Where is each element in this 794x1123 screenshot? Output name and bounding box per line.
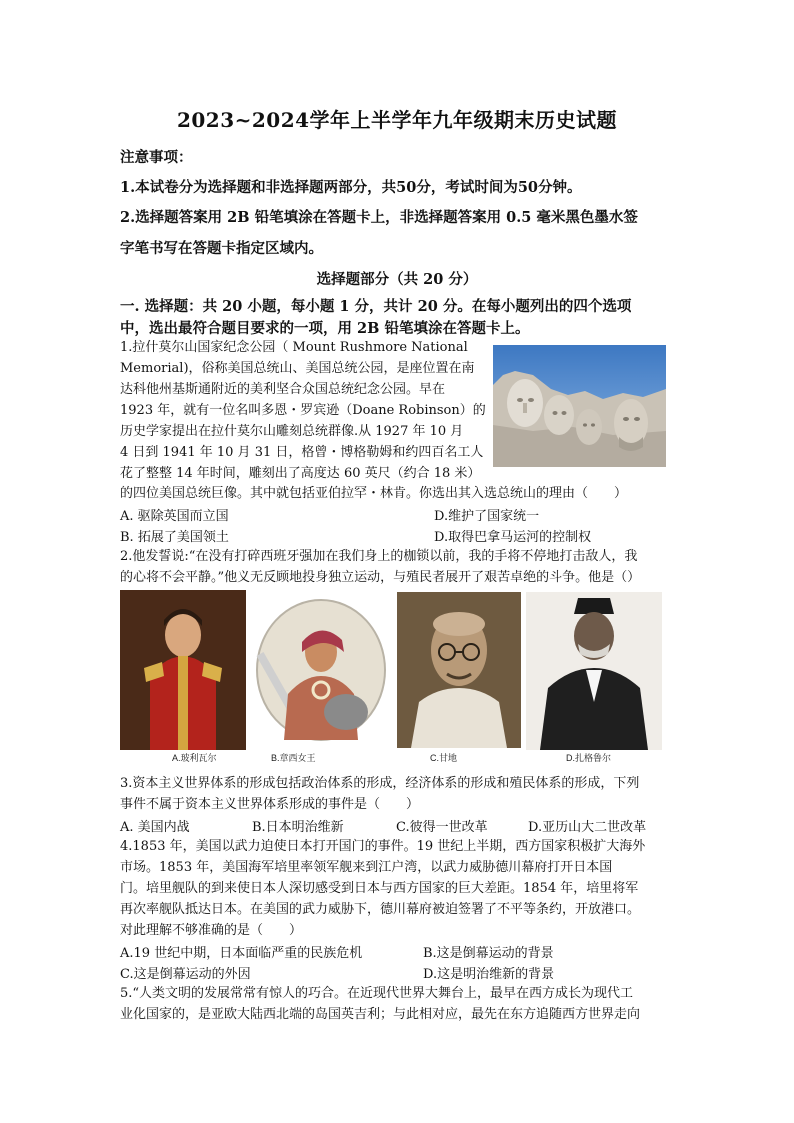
q3-line-2: 事件不属于资本主义世界体系形成的事件是（ ） [120, 797, 420, 812]
q3-option-d: D.亚历山大二世改革 [528, 820, 647, 835]
q1-line: 的四位美国总统巨像。其中就包括亚伯拉罕・林肯。你选出其入选总统山的理由（ ） [120, 486, 628, 501]
q4-option-c: C.这是倒幕运动的外因 [120, 967, 251, 982]
q1-line: 1.拉什莫尔山国家纪念公园（ Mount Rushmore National [120, 340, 468, 355]
q2-line-2: 的心将不会平静。”他义无反顾地投身独立运动，与殖民者展开了艰苦卓绝的斗争。他是（） [120, 570, 641, 585]
q3-option-a: A. 美国内战 [120, 820, 190, 835]
q2-caption-c: C.甘地 [430, 753, 458, 763]
notice-heading: 注意事项： [120, 149, 193, 166]
q4-line: 门。培里舰队的到来使日本人深切感受到日本与西方国家的巨大差距。1854 年，培里将军 [120, 881, 639, 896]
q5-line-2: 业化国家的，是亚欧大陆西北端的岛国英吉利；与此相对应，最先在东方追随西方世界走向 [120, 1007, 641, 1022]
rani-portrait-image [254, 594, 388, 742]
instruction-line-2: 中，选出最符合题目要求的一项，用 2B 铅笔填涂在答题卡上。 [120, 320, 530, 337]
q4-line: 对此理解不够准确的是（ ） [120, 923, 303, 938]
q4-option-b: B.这是倒幕运动的背景 [423, 946, 554, 961]
bolivar-portrait-image [120, 590, 246, 750]
mount-rushmore-image [493, 345, 666, 467]
q1-option-d2: D.取得巴拿马运河的控制权 [434, 530, 592, 545]
q1-option-a: A. 驱除英国而立国 [120, 509, 229, 524]
q2-caption-b: B.章西女王 [271, 753, 316, 763]
q3-option-c: C.彼得一世改革 [396, 820, 488, 835]
q3-option-b: B.日本明治维新 [252, 820, 344, 835]
section-title: 选择题部分（共 20 分） [316, 271, 478, 288]
q4-option-d: D.这是明治维新的背景 [423, 967, 555, 982]
q2-caption-d: D.扎格鲁尔 [566, 753, 612, 763]
notice-line-2a: 2.选择题答案用 2B 铅笔填涂在答题卡上，非选择题答案用 0.5 毫米黑色墨水签 [120, 209, 638, 226]
q5-line-1: 5.“人类文明的发展常常有惊人的巧合。在近现代世界大舞台上，最早在西方成长为现代工 [120, 986, 634, 1001]
page-title: 2023~2024学年上半学年九年级期末历史试题 [176, 108, 618, 132]
notice-line-1: 1.本试卷分为选择题和非选择题两部分，共50分，考试时间为50分钟。 [120, 179, 582, 196]
instruction-line-1: 一. 选择题：共 20 小题，每小题 1 分，共计 20 分。在每小题列出的四个选项 [120, 298, 632, 315]
q1-line: 花了整整 14 年时间，雕刻出了高度达 60 英尺（约合 18 米） [120, 466, 481, 481]
q1-line: Memorial)，俗称美国总统山、美国总统公园，是座位置在南 [120, 361, 475, 376]
q4-line: 市场。1853 年，美国海军培里率领军舰来到江户湾，以武力威胁德川幕府打开日本国 [120, 860, 613, 875]
q1-option-b: B. 拓展了美国领土 [120, 530, 229, 545]
zaghlul-portrait-image [526, 592, 662, 750]
q2-caption-a: A.玻利瓦尔 [172, 753, 217, 763]
q1-line: 1923 年，就有一位名叫多恩・罗宾逊（Doane Robinson）的 [120, 403, 486, 418]
q1-line: 达科他州基斯通附近的美利坚合众国总统纪念公园。早在 [120, 382, 446, 397]
q1-line: 历史学家提出在拉什莫尔山雕刻总统群像.从 1927 年 10 月 [120, 424, 464, 439]
notice-line-2b: 字笔书写在答题卡指定区域内。 [120, 240, 323, 257]
gandhi-portrait-image [397, 592, 521, 748]
q3-line-1: 3.资本主义世界体系的形成包括政治体系的形成，经济体系的形成和殖民体系的形成，下列 [120, 776, 640, 791]
q4-line: 再次率舰队抵达日本。在美国的武力威胁下，德川幕府被迫签署了不平等条约，开放港口。 [120, 902, 641, 917]
q2-line-1: 2.他发誓说:“在没有打碎西班牙强加在我们身上的枷锁以前，我的手将不停地打击敌人，我 [120, 549, 638, 564]
q1-option-d1: D.维护了国家统一 [434, 509, 540, 524]
q4-line: 4.1853 年，美国以武力迫使日本打开国门的事件。19 世纪上半期，西方国家积极扩大海外 [120, 839, 646, 854]
q4-option-a: A.19 世纪中期，日本面临严重的民族危机 [120, 946, 363, 961]
q1-line: 4 日到 1941 年 10 月 31 日，格曾・博格勒姆和约四百名工人 [120, 445, 484, 460]
